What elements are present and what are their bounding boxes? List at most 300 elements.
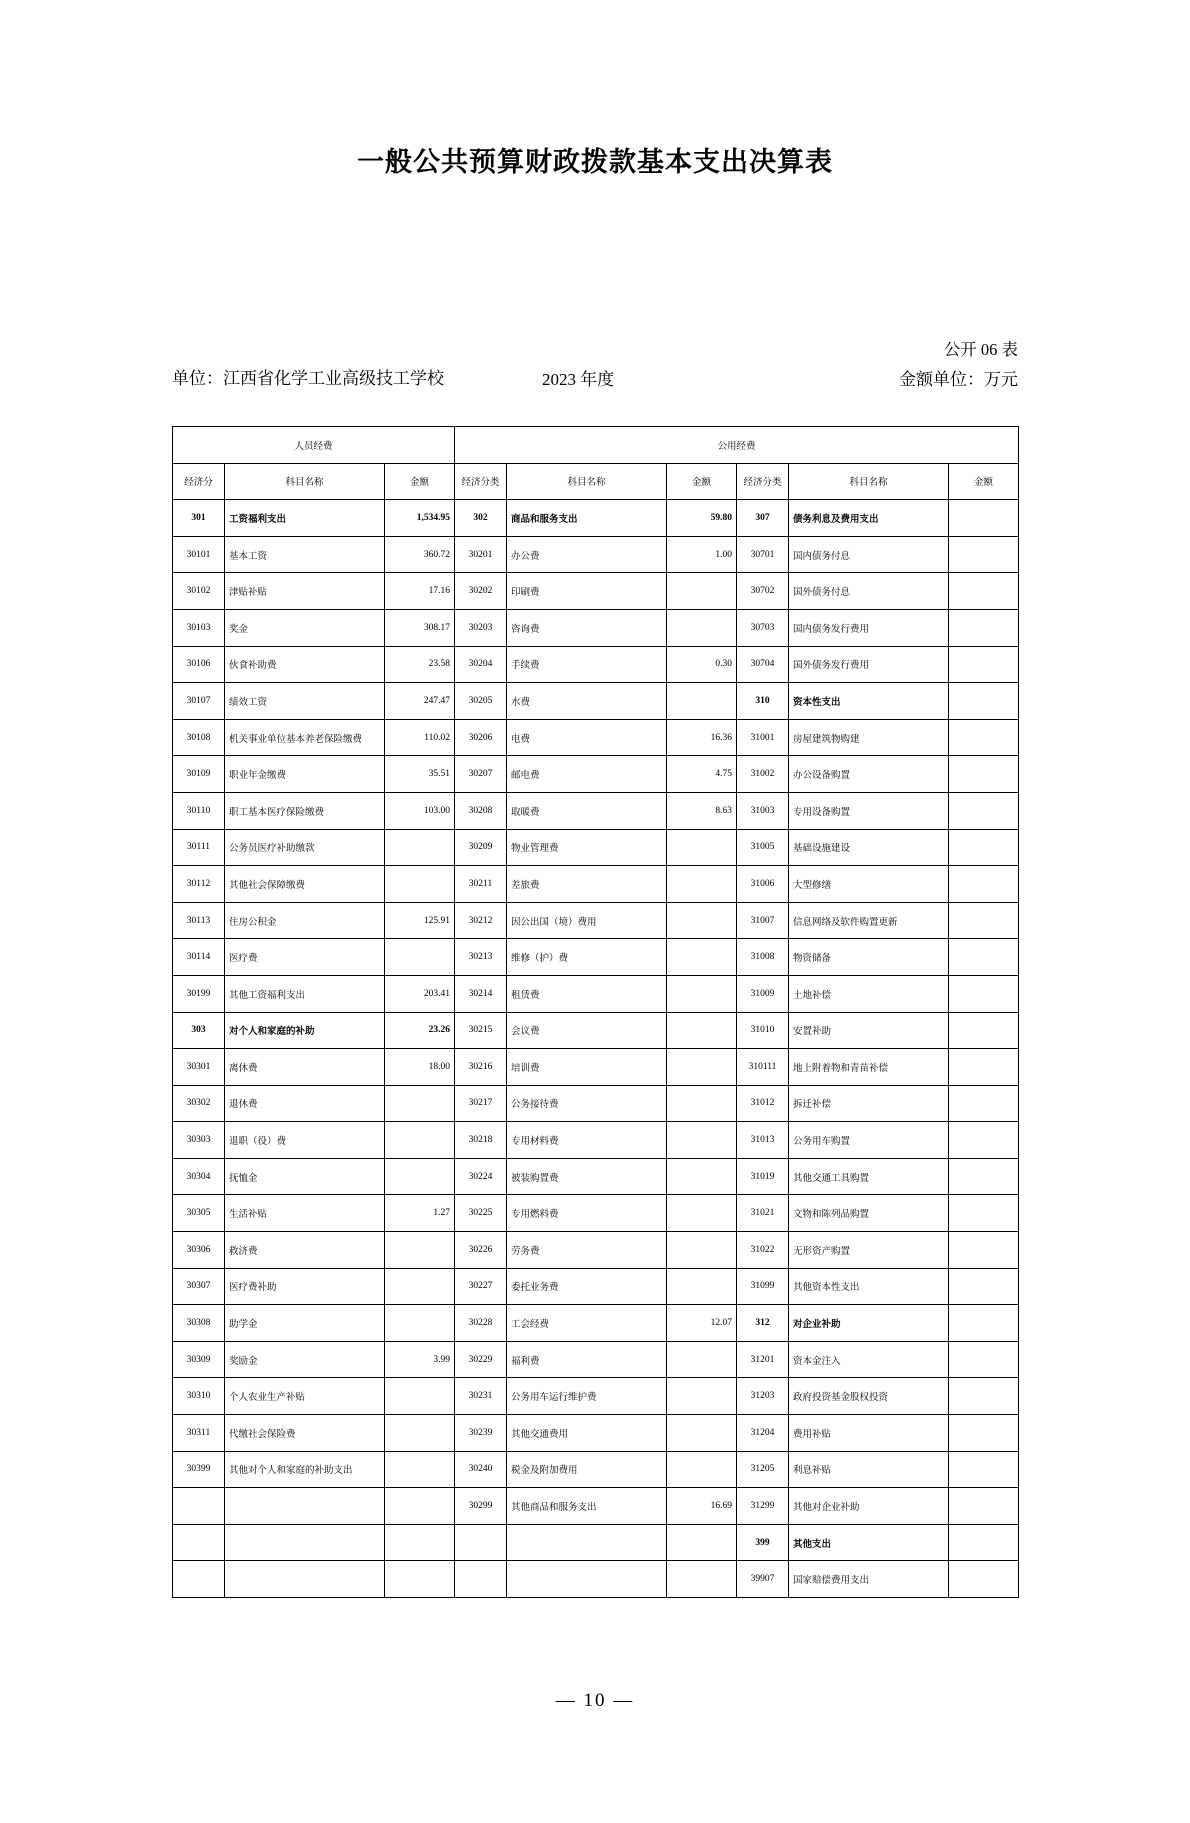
cell-amount-other <box>949 866 1019 903</box>
cell-name-other: 国家赔偿费用支出 <box>789 1561 949 1598</box>
cell-name-personnel: 基本工资 <box>225 536 385 573</box>
cell-code-personnel: 30304 <box>173 1158 225 1195</box>
cell-code-public: 30214 <box>455 975 507 1012</box>
cell-amount-other <box>949 756 1019 793</box>
cell-amount-other <box>949 1561 1019 1598</box>
cell-code-personnel: 30302 <box>173 1085 225 1122</box>
group-header-public: 公用经费 <box>455 427 1019 464</box>
table-row <box>173 1232 1019 1269</box>
cell-amount-public <box>667 1341 737 1378</box>
cell-code-public: 30212 <box>455 902 507 939</box>
col-header-1: 科目名称 <box>225 463 385 500</box>
cell-amount-personnel: 23.58 <box>385 646 455 683</box>
cell-amount-other <box>949 939 1019 976</box>
cell-name-other: 地上附着物和青苗补偿 <box>789 1049 949 1086</box>
cell-amount-personnel: 308.17 <box>385 609 455 646</box>
table-group-header-row <box>173 427 1019 464</box>
cell-code-personnel: 30308 <box>173 1305 225 1342</box>
cell-amount-personnel <box>385 1305 455 1342</box>
cell-amount-public <box>667 939 737 976</box>
cell-amount-other <box>949 609 1019 646</box>
cell-amount-public <box>667 1268 737 1305</box>
cell-amount-other <box>949 1049 1019 1086</box>
cell-amount-personnel <box>385 1561 455 1598</box>
cell-code-other: 31099 <box>737 1268 789 1305</box>
cell-amount-personnel: 23.26 <box>385 1012 455 1049</box>
cell-amount-public: 16.69 <box>667 1488 737 1525</box>
cell-code-other: 31006 <box>737 866 789 903</box>
cell-name-personnel: 住房公积金 <box>225 902 385 939</box>
cell-amount-public <box>667 573 737 610</box>
cell-code-other: 31019 <box>737 1158 789 1195</box>
cell-code-public: 30204 <box>455 646 507 683</box>
cell-code-public: 30203 <box>455 609 507 646</box>
table-row <box>173 683 1019 720</box>
table-row <box>173 1085 1019 1122</box>
cell-name-personnel: 机关事业单位基本养老保险缴费 <box>225 719 385 756</box>
cell-name-other: 拆迁补偿 <box>789 1085 949 1122</box>
cell-code-personnel: 30307 <box>173 1268 225 1305</box>
amount-unit: 金额单位：万元 <box>899 370 1018 389</box>
cell-code-public: 30231 <box>455 1378 507 1415</box>
cell-name-public: 税金及附加费用 <box>507 1451 667 1488</box>
cell-name-other: 大型修缮 <box>789 866 949 903</box>
cell-code-other: 30704 <box>737 646 789 683</box>
cell-code-other: 312 <box>737 1305 789 1342</box>
cell-amount-personnel: 103.00 <box>385 792 455 829</box>
cell-amount-other <box>949 719 1019 756</box>
cell-name-personnel: 其他工资福利支出 <box>225 975 385 1012</box>
table-row <box>173 1195 1019 1232</box>
cell-code-public: 30208 <box>455 792 507 829</box>
cell-amount-personnel: 125.91 <box>385 902 455 939</box>
cell-name-other: 资本金注入 <box>789 1341 949 1378</box>
cell-name-public: 租赁费 <box>507 975 667 1012</box>
cell-amount-personnel: 1,534.95 <box>385 500 455 537</box>
cell-name-public: 被装购置费 <box>507 1158 667 1195</box>
cell-code-other: 31201 <box>737 1341 789 1378</box>
cell-name-other: 其他交通工具购置 <box>789 1158 949 1195</box>
table-row <box>173 1305 1019 1342</box>
cell-name-other: 利息补贴 <box>789 1451 949 1488</box>
cell-name-public: 水费 <box>507 683 667 720</box>
cell-code-other: 31204 <box>737 1415 789 1452</box>
cell-amount-other <box>949 902 1019 939</box>
table-row <box>173 1561 1019 1598</box>
cell-name-personnel: 其他社会保障缴费 <box>225 866 385 903</box>
cell-name-personnel: 生活补贴 <box>225 1195 385 1232</box>
col-header-6: 经济分类 <box>737 463 789 500</box>
cell-code-other: 31021 <box>737 1195 789 1232</box>
cell-name-public: 差旅费 <box>507 866 667 903</box>
cell-code-public: 30225 <box>455 1195 507 1232</box>
cell-code-personnel: 30107 <box>173 683 225 720</box>
cell-name-personnel: 职工基本医疗保险缴费 <box>225 792 385 829</box>
cell-code-personnel: 30301 <box>173 1049 225 1086</box>
cell-amount-personnel <box>385 1122 455 1159</box>
table-row <box>173 756 1019 793</box>
cell-code-personnel: 30303 <box>173 1122 225 1159</box>
cell-name-personnel: 伙食补助费 <box>225 646 385 683</box>
cell-name-other: 其他资本性支出 <box>789 1268 949 1305</box>
cell-amount-public <box>667 1049 737 1086</box>
cell-name-personnel: 其他对个人和家庭的补助支出 <box>225 1451 385 1488</box>
cell-amount-public <box>667 1232 737 1269</box>
cell-name-personnel: 离休费 <box>225 1049 385 1086</box>
cell-code-personnel <box>173 1524 225 1561</box>
cell-name-personnel: 医疗费补助 <box>225 1268 385 1305</box>
cell-amount-personnel <box>385 1378 455 1415</box>
cell-amount-public <box>667 1122 737 1159</box>
cell-name-public <box>507 1524 667 1561</box>
cell-amount-public: 12.07 <box>667 1305 737 1342</box>
cell-code-other: 31008 <box>737 939 789 976</box>
table-row <box>173 573 1019 610</box>
col-header-5: 金额 <box>667 463 737 500</box>
cell-name-other: 办公设备购置 <box>789 756 949 793</box>
cell-amount-public <box>667 975 737 1012</box>
cell-name-other: 费用补贴 <box>789 1415 949 1452</box>
cell-amount-other <box>949 1488 1019 1525</box>
cell-amount-public <box>667 902 737 939</box>
col-header-7: 科目名称 <box>789 463 949 500</box>
cell-code-personnel: 301 <box>173 500 225 537</box>
cell-amount-other <box>949 1378 1019 1415</box>
cell-amount-other <box>949 1268 1019 1305</box>
fiscal-year: 2023 年度 <box>542 370 615 389</box>
cell-amount-public <box>667 1561 737 1598</box>
cell-name-personnel: 对个人和家庭的补助 <box>225 1012 385 1049</box>
table-row <box>173 829 1019 866</box>
cell-amount-public <box>667 1158 737 1195</box>
cell-code-other: 31299 <box>737 1488 789 1525</box>
cell-code-public: 30299 <box>455 1488 507 1525</box>
table-row <box>173 1524 1019 1561</box>
cell-amount-personnel <box>385 1085 455 1122</box>
cell-code-personnel <box>173 1488 225 1525</box>
cell-amount-personnel <box>385 1451 455 1488</box>
cell-amount-other <box>949 1305 1019 1342</box>
cell-amount-other <box>949 975 1019 1012</box>
col-header-3: 经济分类 <box>455 463 507 500</box>
cell-code-personnel: 303 <box>173 1012 225 1049</box>
cell-amount-public: 4.75 <box>667 756 737 793</box>
table-row <box>173 866 1019 903</box>
cell-code-personnel: 30112 <box>173 866 225 903</box>
cell-code-other: 310111 <box>737 1049 789 1086</box>
col-header-8: 金额 <box>949 463 1019 500</box>
table-row <box>173 1451 1019 1488</box>
cell-name-public: 工会经费 <box>507 1305 667 1342</box>
cell-code-public: 302 <box>455 500 507 537</box>
cell-amount-public <box>667 1195 737 1232</box>
cell-amount-other <box>949 792 1019 829</box>
cell-code-public: 30217 <box>455 1085 507 1122</box>
cell-name-public: 委托业务费 <box>507 1268 667 1305</box>
cell-code-other: 31005 <box>737 829 789 866</box>
cell-name-personnel: 助学金 <box>225 1305 385 1342</box>
cell-name-other: 房屋建筑物购建 <box>789 719 949 756</box>
cell-amount-other <box>949 1415 1019 1452</box>
cell-amount-other <box>949 646 1019 683</box>
cell-code-public <box>455 1561 507 1598</box>
cell-amount-personnel: 247.47 <box>385 683 455 720</box>
cell-code-public: 30228 <box>455 1305 507 1342</box>
page-title: 一般公共预算财政拨款基本支出决算表 <box>357 147 833 177</box>
cell-amount-public <box>667 866 737 903</box>
cell-name-public: 电费 <box>507 719 667 756</box>
cell-amount-other <box>949 1195 1019 1232</box>
cell-amount-personnel: 110.02 <box>385 719 455 756</box>
cell-code-personnel <box>173 1561 225 1598</box>
cell-name-personnel <box>225 1524 385 1561</box>
cell-amount-other <box>949 1232 1019 1269</box>
cell-name-public <box>507 1561 667 1598</box>
cell-name-personnel: 绩效工资 <box>225 683 385 720</box>
cell-code-other: 31002 <box>737 756 789 793</box>
table-row <box>173 975 1019 1012</box>
cell-amount-public: 0.30 <box>667 646 737 683</box>
cell-name-public: 咨询费 <box>507 609 667 646</box>
cell-name-personnel <box>225 1561 385 1598</box>
cell-amount-public: 1.00 <box>667 536 737 573</box>
table-row <box>173 902 1019 939</box>
cell-amount-public <box>667 609 737 646</box>
cell-name-personnel: 津贴补贴 <box>225 573 385 610</box>
cell-name-public: 公务用车运行维护费 <box>507 1378 667 1415</box>
cell-name-other: 国内债务发行费用 <box>789 609 949 646</box>
cell-name-personnel: 个人农业生产补贴 <box>225 1378 385 1415</box>
cell-name-public: 印刷费 <box>507 573 667 610</box>
cell-name-personnel: 职业年金缴费 <box>225 756 385 793</box>
cell-name-personnel: 退休费 <box>225 1085 385 1122</box>
cell-code-other: 31205 <box>737 1451 789 1488</box>
col-header-4: 科目名称 <box>507 463 667 500</box>
cell-name-other: 国内债务付息 <box>789 536 949 573</box>
cell-code-other: 31003 <box>737 792 789 829</box>
cell-code-personnel: 30305 <box>173 1195 225 1232</box>
cell-code-public: 30224 <box>455 1158 507 1195</box>
cell-code-public: 30218 <box>455 1122 507 1159</box>
cell-code-public: 30213 <box>455 939 507 976</box>
cell-name-other: 资本性支出 <box>789 683 949 720</box>
table-row <box>173 609 1019 646</box>
cell-amount-personnel <box>385 1268 455 1305</box>
cell-name-public: 手续费 <box>507 646 667 683</box>
cell-amount-public <box>667 1012 737 1049</box>
cell-name-public: 因公出国（境）费用 <box>507 902 667 939</box>
table-body <box>173 427 1019 1598</box>
cell-name-public: 会议费 <box>507 1012 667 1049</box>
cell-amount-other <box>949 829 1019 866</box>
unit-label: 单位：江西省化学工业高级技工学校 <box>172 369 444 388</box>
cell-amount-personnel <box>385 939 455 976</box>
cell-amount-personnel <box>385 866 455 903</box>
col-header-2: 金额 <box>385 463 455 500</box>
cell-name-personnel: 代缴社会保险费 <box>225 1415 385 1452</box>
cell-amount-other <box>949 683 1019 720</box>
cell-amount-personnel <box>385 1158 455 1195</box>
cell-code-personnel: 30108 <box>173 719 225 756</box>
document-page <box>0 140 1190 1823</box>
cell-amount-public: 59.80 <box>667 500 737 537</box>
cell-name-public: 邮电费 <box>507 756 667 793</box>
cell-code-other: 39907 <box>737 1561 789 1598</box>
cell-code-public: 30205 <box>455 683 507 720</box>
cell-name-other: 政府投资基金股权投资 <box>789 1378 949 1415</box>
cell-code-public: 30211 <box>455 866 507 903</box>
cell-amount-personnel <box>385 1415 455 1452</box>
cell-amount-public <box>667 1524 737 1561</box>
cell-code-public: 30229 <box>455 1341 507 1378</box>
cell-code-other: 30702 <box>737 573 789 610</box>
cell-name-public: 培训费 <box>507 1049 667 1086</box>
cell-amount-personnel <box>385 1488 455 1525</box>
table-row <box>173 939 1019 976</box>
cell-name-other: 公务用车购置 <box>789 1122 949 1159</box>
cell-amount-other <box>949 1122 1019 1159</box>
cell-code-personnel: 30106 <box>173 646 225 683</box>
cell-code-public <box>455 1524 507 1561</box>
cell-code-other: 31010 <box>737 1012 789 1049</box>
cell-code-public: 30209 <box>455 829 507 866</box>
cell-name-other: 债务利息及费用支出 <box>789 500 949 537</box>
cell-name-other: 物资储备 <box>789 939 949 976</box>
cell-code-public: 30207 <box>455 756 507 793</box>
cell-amount-other <box>949 1524 1019 1561</box>
cell-name-personnel: 奖励金 <box>225 1341 385 1378</box>
cell-name-public: 专用材料费 <box>507 1122 667 1159</box>
cell-amount-public <box>667 1415 737 1452</box>
col-header-0: 经济分 <box>173 463 225 500</box>
cell-name-public: 劳务费 <box>507 1232 667 1269</box>
cell-code-personnel: 30306 <box>173 1232 225 1269</box>
cell-name-other: 国外债务付息 <box>789 573 949 610</box>
cell-amount-personnel: 17.16 <box>385 573 455 610</box>
cell-amount-personnel <box>385 1232 455 1269</box>
table-row <box>173 1415 1019 1452</box>
cell-code-personnel: 30309 <box>173 1341 225 1378</box>
table-row <box>173 536 1019 573</box>
cell-name-other: 专用设备购置 <box>789 792 949 829</box>
group-header-personnel: 人员经费 <box>173 427 455 464</box>
cell-code-public: 30201 <box>455 536 507 573</box>
cell-name-personnel: 抚恤金 <box>225 1158 385 1195</box>
cell-name-personnel <box>225 1488 385 1525</box>
cell-name-personnel: 医疗费 <box>225 939 385 976</box>
cell-amount-personnel: 35.51 <box>385 756 455 793</box>
cell-name-other: 其他支出 <box>789 1524 949 1561</box>
cell-code-personnel: 30199 <box>173 975 225 1012</box>
cell-code-other: 307 <box>737 500 789 537</box>
table-row <box>173 646 1019 683</box>
cell-name-other: 国外债务发行费用 <box>789 646 949 683</box>
cell-code-personnel: 30101 <box>173 536 225 573</box>
cell-amount-public: 16.36 <box>667 719 737 756</box>
table-row <box>173 1158 1019 1195</box>
form-number: 公开 06 表 <box>943 340 1018 359</box>
cell-code-personnel: 30310 <box>173 1378 225 1415</box>
budget-table <box>172 426 1019 1598</box>
cell-amount-personnel <box>385 829 455 866</box>
table-row <box>173 1341 1019 1378</box>
cell-code-personnel: 30114 <box>173 939 225 976</box>
cell-code-other: 310 <box>737 683 789 720</box>
cell-name-other: 对企业补助 <box>789 1305 949 1342</box>
cell-name-personnel: 公务员医疗补助缴款 <box>225 829 385 866</box>
cell-code-public: 30239 <box>455 1415 507 1452</box>
cell-amount-public: 8.63 <box>667 792 737 829</box>
cell-name-public: 物业管理费 <box>507 829 667 866</box>
cell-name-other: 无形资产购置 <box>789 1232 949 1269</box>
cell-name-personnel: 退职（役）费 <box>225 1122 385 1159</box>
cell-amount-public <box>667 1451 737 1488</box>
table-row <box>173 500 1019 537</box>
cell-code-other: 30701 <box>737 536 789 573</box>
cell-amount-public <box>667 1378 737 1415</box>
cell-code-other: 31012 <box>737 1085 789 1122</box>
cell-amount-public <box>667 829 737 866</box>
table-row <box>173 1012 1019 1049</box>
cell-code-personnel: 30109 <box>173 756 225 793</box>
table-row <box>173 1049 1019 1086</box>
cell-amount-other <box>949 1158 1019 1195</box>
table-row <box>173 1488 1019 1525</box>
cell-code-other: 31203 <box>737 1378 789 1415</box>
cell-code-public: 30240 <box>455 1451 507 1488</box>
cell-amount-other <box>949 536 1019 573</box>
cell-amount-personnel: 1.27 <box>385 1195 455 1232</box>
cell-name-public: 公务接待费 <box>507 1085 667 1122</box>
cell-amount-public <box>667 1085 737 1122</box>
table-row <box>173 1122 1019 1159</box>
cell-amount-personnel: 3.99 <box>385 1341 455 1378</box>
table-column-header-row <box>173 463 1019 500</box>
table-row <box>173 1268 1019 1305</box>
cell-amount-personnel: 203.41 <box>385 975 455 1012</box>
cell-code-public: 30216 <box>455 1049 507 1086</box>
cell-code-personnel: 30399 <box>173 1451 225 1488</box>
cell-code-other: 31009 <box>737 975 789 1012</box>
cell-code-public: 30206 <box>455 719 507 756</box>
cell-amount-other <box>949 573 1019 610</box>
cell-amount-other <box>949 500 1019 537</box>
cell-name-public: 办公费 <box>507 536 667 573</box>
cell-code-personnel: 30110 <box>173 792 225 829</box>
cell-name-other: 其他对企业补助 <box>789 1488 949 1525</box>
page-number: — 10 — <box>555 1690 635 1711</box>
cell-name-public: 取暖费 <box>507 792 667 829</box>
cell-name-public: 维修（护）费 <box>507 939 667 976</box>
cell-name-public: 商品和服务支出 <box>507 500 667 537</box>
cell-amount-personnel: 360.72 <box>385 536 455 573</box>
cell-name-personnel: 救济费 <box>225 1232 385 1269</box>
cell-amount-other <box>949 1341 1019 1378</box>
cell-name-public: 福利费 <box>507 1341 667 1378</box>
cell-amount-public <box>667 683 737 720</box>
cell-code-other: 31022 <box>737 1232 789 1269</box>
cell-amount-other <box>949 1012 1019 1049</box>
cell-code-personnel: 30311 <box>173 1415 225 1452</box>
cell-amount-other <box>949 1451 1019 1488</box>
cell-code-other: 399 <box>737 1524 789 1561</box>
table-row <box>173 792 1019 829</box>
cell-amount-personnel: 18.00 <box>385 1049 455 1086</box>
cell-name-personnel: 奖金 <box>225 609 385 646</box>
cell-code-public: 30227 <box>455 1268 507 1305</box>
cell-code-other: 30703 <box>737 609 789 646</box>
cell-code-personnel: 30113 <box>173 902 225 939</box>
